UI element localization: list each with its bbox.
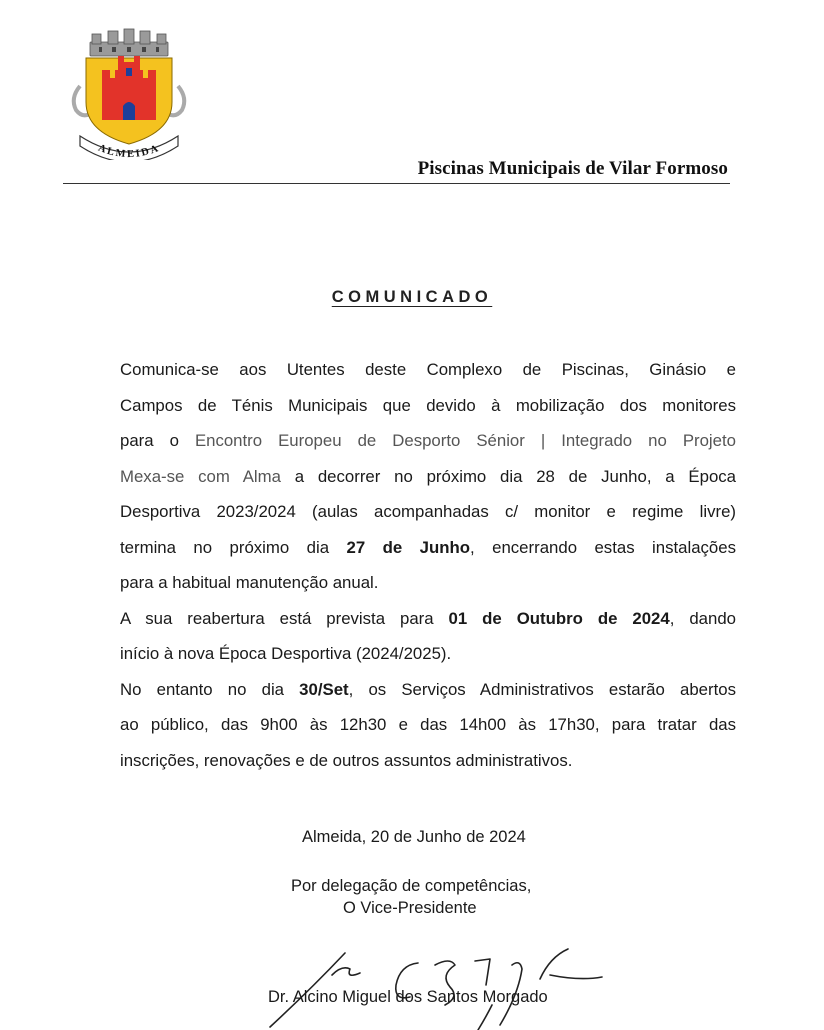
event-name: Encontro Europeu de Desporto Sénior | Integrado no Projeto: [194, 431, 736, 450]
coat-of-arms-icon: [62, 28, 196, 160]
signer-role: O Vice-Presidente: [343, 899, 477, 917]
body-line-10-c: , os Serviços Administrativos estarão abertos: [348, 679, 736, 699]
body-line-5: Desportiva 2023/2024 (aulas acompanhadas c/ monitor e regime livre): [120, 502, 736, 521]
notice-body: [120, 352, 736, 778]
header-divider: [63, 183, 730, 184]
body-line-6-a: termina no próximo dia: [120, 537, 347, 557]
logo-ribbon-text: ALMEIDA: [96, 142, 162, 160]
body-line-12: inscrições, renovações e de outros assuntos administrativos.: [120, 750, 573, 770]
body-line-8-a: A sua reabertura está prevista para: [120, 608, 449, 628]
body-line-7: para a habitual manutenção anual.: [120, 573, 379, 592]
body-line-6: [120, 530, 736, 566]
body-line-2: Campos de Ténis Municipais que devido à mobilização dos monitores: [120, 395, 736, 415]
body-line-3: [120, 423, 736, 459]
place-date: Almeida, 20 de Junho de 2024: [302, 828, 526, 846]
delegation-text: Por delegação de competências,: [291, 877, 532, 895]
body-line-8-c: , dando: [669, 608, 736, 628]
facility-title: Piscinas Municipais de Vilar Formoso: [417, 158, 728, 179]
body-line-1: Comunica-se aos Utentes deste Complexo de Piscinas, Ginásio e: [120, 360, 736, 379]
signer-name: Dr. Alcino Miguel dos Santos Morgado: [268, 988, 548, 1006]
admin-open-date: 30/Set: [299, 679, 349, 699]
body-line-4-b: a decorrer no próximo dia 28 de Junho, a Época: [280, 466, 736, 486]
handwritten-signature: [250, 935, 630, 1030]
body-line-3-a: para o: [120, 431, 195, 450]
reopening-date: 01 de Outubro de 2024: [448, 608, 670, 628]
body-line-9: início à nova Época Desportiva (2024/2025).: [120, 644, 452, 663]
notice-heading: COMUNICADO: [331, 288, 493, 306]
body-line-11: ao público, das 9h00 às 12h30 e das 14h00 às 17h30, para tratar das: [120, 715, 736, 734]
body-line-4: [120, 459, 736, 495]
project-name: Mexa-se com Alma: [120, 466, 281, 486]
signature-icon: [250, 935, 630, 1030]
body-line-6-c: , encerrando estas instalações: [470, 537, 736, 557]
body-line-8: [120, 601, 736, 637]
body-line-10: [120, 672, 736, 708]
almeida-coat-of-arms: [62, 28, 196, 160]
closing-date: 27 de Junho: [346, 537, 471, 557]
body-line-10-a: No entanto no dia: [120, 679, 300, 699]
